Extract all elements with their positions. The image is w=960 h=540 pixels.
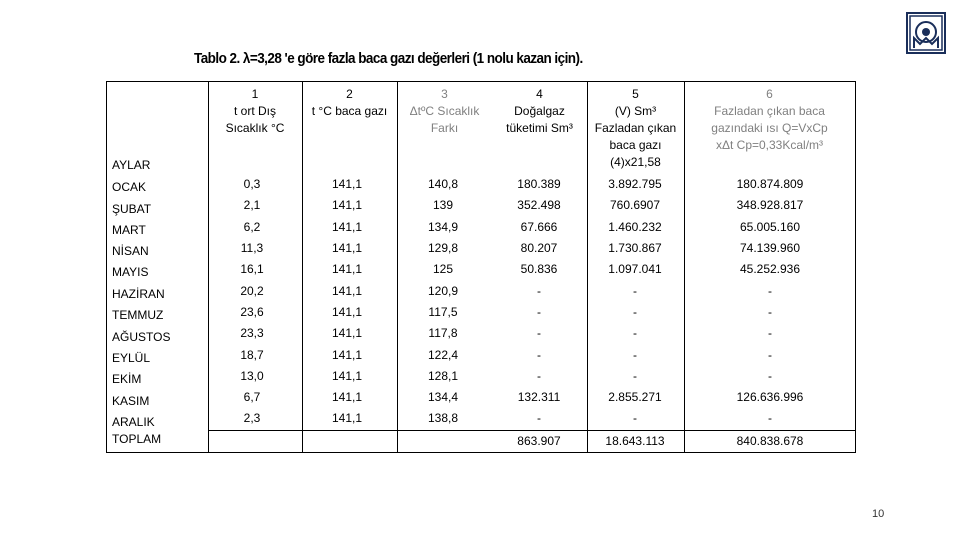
- table-cell: 122,4: [427, 348, 459, 362]
- table-cell: -: [633, 369, 637, 383]
- table-cell: -: [633, 411, 637, 425]
- column-header-line: t ort Dış: [233, 104, 276, 118]
- table-cell: 6,7: [243, 390, 261, 404]
- table-cell: -: [768, 369, 772, 383]
- table-cell: -: [537, 411, 541, 425]
- table-cell: 138,8: [427, 411, 459, 425]
- table-cell: 3.892.795: [608, 177, 662, 191]
- table-cell: -: [768, 284, 772, 298]
- table-cell: 50.836: [520, 262, 558, 276]
- month-label: NİSAN: [112, 244, 149, 258]
- table-cell: 1.097.041: [608, 262, 662, 276]
- column-header-5: [587, 86, 684, 171]
- column-header-3: [397, 86, 492, 137]
- column-header-line: baca gazı: [609, 138, 662, 152]
- table-cell: 120,9: [427, 284, 459, 298]
- column-header-6: [684, 86, 855, 154]
- table-title: Tablo 2. λ=3,28 'e göre fazla baca gazı değerleri (1 nolu kazan için).: [194, 50, 583, 67]
- column-number: 6: [766, 87, 773, 101]
- column-number: 2: [346, 87, 353, 101]
- table-cell: 141,1: [331, 220, 363, 234]
- month-label: ARALIK: [112, 415, 155, 429]
- table-cell: -: [768, 326, 772, 340]
- table-cell: -: [768, 348, 772, 362]
- column-header-line: Doğalgaz: [514, 104, 565, 118]
- table-cell: 141,1: [331, 284, 363, 298]
- table-cell: 141,1: [331, 390, 363, 404]
- page-number: 10: [872, 508, 885, 520]
- table-cell: -: [633, 305, 637, 319]
- month-label: MAYIS: [112, 265, 149, 279]
- column-header-1: [208, 86, 302, 137]
- table-cell: 141,1: [331, 305, 363, 319]
- table-cell: 1.460.232: [608, 220, 662, 234]
- table-cell: 141,1: [331, 198, 363, 212]
- table-cell: 863.907: [517, 434, 561, 448]
- table-cell: 117,5: [428, 305, 458, 319]
- table-cell: 141,1: [331, 177, 363, 191]
- column-header-2: [302, 86, 397, 120]
- table-cell: 20,2: [240, 284, 264, 298]
- table-cell: 18.643.113: [605, 434, 665, 448]
- table-cell: 16,1: [240, 262, 264, 276]
- month-label: EYLÜL: [112, 351, 151, 365]
- table-cell: 18,7: [240, 348, 264, 362]
- table-cell: 139: [432, 198, 454, 212]
- table-cell: -: [768, 411, 772, 425]
- column-header-4: [492, 86, 587, 137]
- table-cell: 141,1: [331, 241, 363, 255]
- table-cell: 13,0: [240, 369, 264, 383]
- table-cell: 134,4: [427, 390, 459, 404]
- table-cell: 760.6907: [609, 198, 661, 212]
- table-cell: 45.252.936: [739, 262, 801, 276]
- table-cell: -: [633, 326, 637, 340]
- month-label: MART: [112, 223, 146, 237]
- table-cell: 67.666: [520, 220, 558, 234]
- table-cell: 23,3: [240, 326, 264, 340]
- table-cell: 128,1: [427, 369, 459, 383]
- table-cell: 2.855.271: [608, 390, 662, 404]
- column-header-line: (4)x21,58: [610, 155, 661, 169]
- month-label: HAZİRAN: [112, 287, 165, 301]
- column-header-line: Farkı: [430, 121, 459, 135]
- table-cell: 348.928.817: [736, 198, 804, 212]
- column-header-line: gazındaki ısı Q=VxCp: [711, 121, 828, 135]
- column-header-line: xΔt Cp=0,33Kcal/m³: [715, 138, 824, 152]
- data-table: [106, 81, 856, 453]
- table-cell: 0,3: [243, 177, 261, 191]
- column-header-line: t °C baca gazı: [311, 104, 388, 118]
- table-cell: 141,1: [331, 326, 363, 340]
- table-cell: -: [768, 305, 772, 319]
- table-cell: 2,3: [243, 411, 261, 425]
- table-cell: 140,8: [427, 177, 459, 191]
- month-label: TEMMUZ: [112, 308, 164, 322]
- month-label: EKİM: [112, 372, 142, 386]
- column-number: 3: [441, 87, 448, 101]
- table-cell: 125: [432, 262, 454, 276]
- column-header-line: (V) Sm³: [614, 104, 657, 118]
- table-cell: -: [633, 284, 637, 298]
- table-cell: -: [537, 348, 541, 362]
- table-cell: 11,3: [240, 241, 264, 255]
- institution-logo: [906, 12, 946, 54]
- table-cell: -: [537, 284, 541, 298]
- table-cell: 65.005.160: [739, 220, 801, 234]
- column-header-line: tüketimi Sm³: [506, 121, 573, 135]
- table-cell: 141,1: [331, 348, 363, 362]
- table-cell: 80.207: [520, 241, 558, 255]
- table-cell: -: [537, 369, 541, 383]
- table-cell: 141,1: [331, 411, 363, 425]
- table-cell: -: [537, 326, 541, 340]
- table-cell: 23,6: [240, 305, 264, 319]
- table-cell: -: [633, 348, 637, 362]
- column-number: 1: [251, 87, 259, 101]
- table-cell: 134,9: [427, 220, 459, 234]
- column-header-line: Fazladan çıkan baca: [714, 104, 825, 118]
- column-header-line: Fazladan çıkan: [594, 121, 677, 135]
- table-cell: 141,1: [331, 262, 363, 276]
- table-cell: 126.636.996: [736, 390, 804, 404]
- table-cell: 141,1: [331, 369, 363, 383]
- table-cell: 6,2: [243, 220, 261, 234]
- column-number: 4: [536, 87, 543, 101]
- month-label: ŞUBAT: [112, 202, 152, 216]
- table-cell: 840.838.678: [736, 434, 804, 448]
- table-cell: 132.311: [517, 390, 561, 404]
- table-cell: -: [537, 305, 541, 319]
- month-label: AYLAR: [112, 158, 151, 172]
- month-label: OCAK: [112, 180, 147, 194]
- month-label: TOPLAM: [112, 432, 162, 446]
- month-label: AĞUSTOS: [112, 330, 171, 344]
- table-cell: 129,8: [427, 241, 459, 255]
- table-cell: 117,8: [428, 326, 458, 340]
- table-cell: 352.498: [517, 198, 561, 212]
- column-header-line: ΔtºC Sıcaklık: [409, 104, 480, 118]
- table-cell: 1.730.867: [608, 241, 662, 255]
- column-header-line: Sıcaklık °C: [225, 121, 285, 135]
- table-cell: 180.389: [517, 177, 561, 191]
- table-cell: 180.874.809: [736, 177, 804, 191]
- month-label: KASIM: [112, 394, 150, 408]
- table-cell: 74.139.960: [739, 241, 801, 255]
- table-cell: 2,1: [243, 198, 261, 212]
- column-number: 5: [632, 87, 639, 101]
